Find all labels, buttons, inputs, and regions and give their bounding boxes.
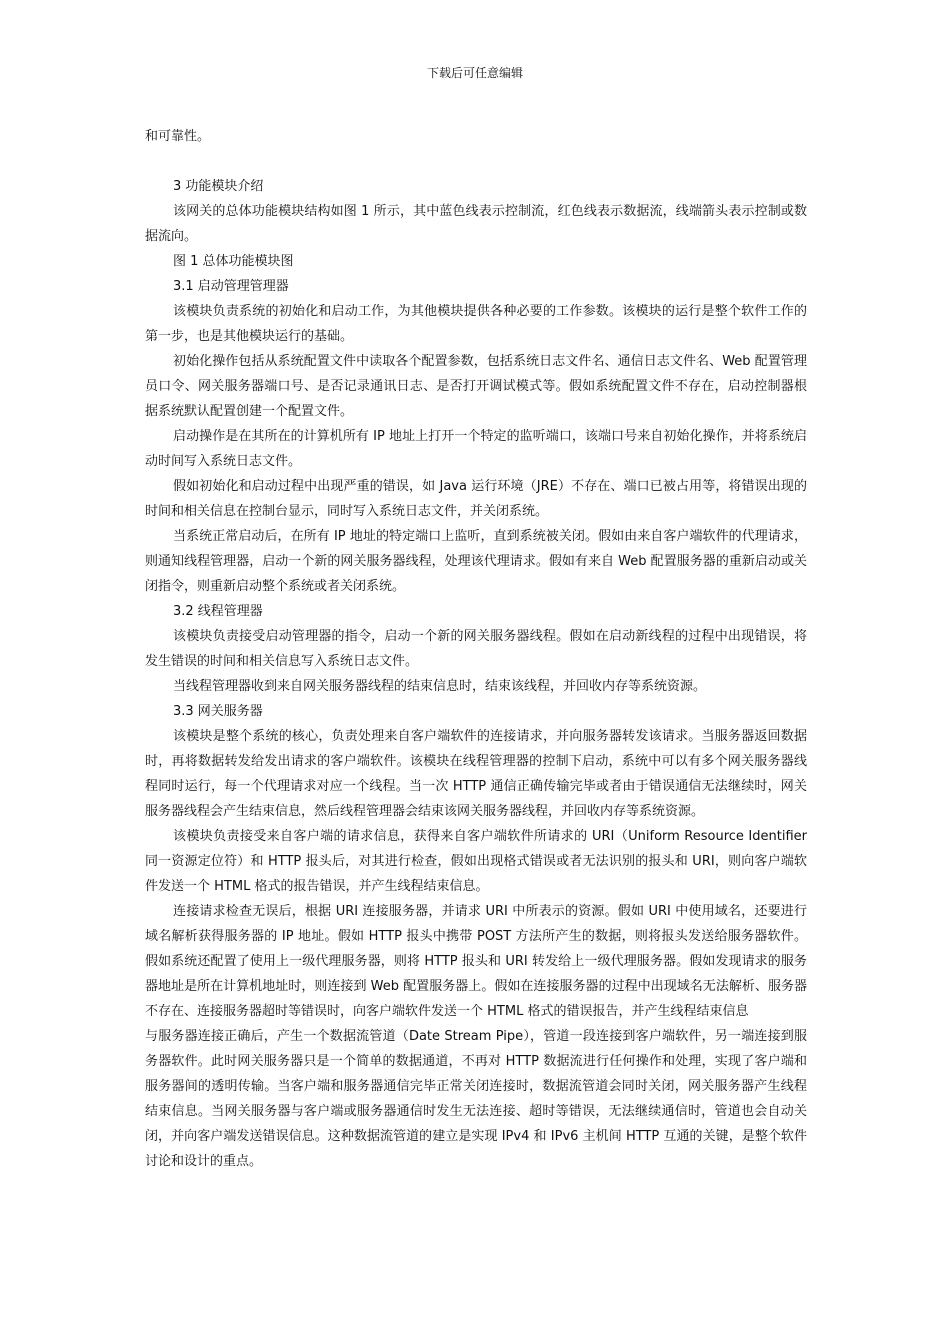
paragraph: 当线程管理器收到来自网关服务器线程的结束信息时，结束该线程，并回收内存等系统资源。 bbox=[173, 679, 707, 694]
subsection-heading: 3.3 网关服务器 bbox=[173, 704, 263, 719]
paragraph: 该模块是整个系统的核心，负责处理来自客户端软件的连接请求，并向服务器转发该请求。当服务器返回数据时，再将数据转发给发出请求的客户端软件。该模块在线程管理器的控制下启动，系统中可以有多个网关服务器线程同时运行，每一个代理请求对应一个线程。当一次 HTTP 通信正确传输完毕或者由于错误通信无法继续时，网关服务器线程会产生结束信息，然后线程管理器会结束该网关服务器线程，并回收内存等系统资源。 bbox=[145, 729, 807, 819]
paragraph: 该模块负责接受启动管理器的指令，启动一个新的网关服务器线程。假如在启动新线程的过程中出现错误，将发生错误的时间和相关信息写入系统日志文件。 bbox=[145, 629, 807, 669]
paragraph: 启动操作是在其所在的计算机所有 IP 地址上打开一个特定的监听端口，该端口号来自初始化操作，并将系统启动时间写入系统日志文件。 bbox=[145, 429, 807, 469]
paragraph: 该网关的总体功能模块结构如图 1 所示，其中蓝色线表示控制流，红色线表示数据流，线端箭头表示控制或数据流向。 bbox=[145, 204, 807, 244]
paragraph: 初始化操作包括从系统配置文件中读取各个配置参数，包括系统日志文件名、通信日志文件名、Web 配置管理员口令、网关服务器端口号、是否记录通讯日志、是否打开调试模式等。假如系统配置文件不存在，启动控制器根据系统默认配置创建一个配置文件。 bbox=[145, 354, 807, 419]
paragraph: 假如初始化和启动过程中出现严重的错误，如 Java 运行环境（JRE）不存在、端口已被占用等，将错误出现的时间和相关信息在控制台显示，同时写入系统日志文件，并关闭系统。 bbox=[145, 479, 807, 519]
paragraph: 该模块负责接受来自客户端的请求信息，获得来自客户端软件所请求的 URI（Uniform Resource Identifier 同一资源定位符）和 HTTP 报头后，对其进行检查，假如出现格式错误或者无法识别的报头和 URI，则向客户端软件发送一个 HTML 格式的报告错误，并产生线程结束信息。 bbox=[145, 829, 807, 894]
paragraph: 该模块负责系统的初始化和启动工作，为其他模块提供各种必要的工作参数。该模块的运行是整个软件工作的第一步，也是其他模块运行的基础。 bbox=[145, 304, 807, 344]
paragraph: 与服务器连接正确后，产生一个数据流管道（Date Stream Pipe），管道一段连接到客户端软件，另一端连接到服务器软件。此时网关服务器只是一个简单的数据通道，不再对 HTTP 数据流进行任何操作和处理，实现了客户端和服务器间的透明传输。当客户端和服务器通信完毕正常关闭连接时，数据流管道会同时关闭，网关服务器产生线程结束信息。当网关服务器与客户端或服务器通信时发生无法连接、超时等错误，无法继续通信时，管道也会自动关闭，并向客户端发送错误信息。这种数据流管道的建立是实现 IPv4 和 IPv6 主机间 HTTP 互通的关键，是整个软件讨论和设计的重点。 bbox=[145, 1029, 807, 1169]
document-body bbox=[145, 124, 807, 1174]
figure-caption: 图 1 总体功能模块图 bbox=[173, 254, 294, 269]
paragraph: 当系统正常启动后，在所有 IP 地址的特定端口上监听，直到系统被关闭。假如由来自客户端软件的代理请求，则通知线程管理器，启动一个新的网关服务器线程，处理该代理请求。假如有来自 Web 配置服务器的重新启动或关闭指令，则重新启动整个系统或者关闭系统。 bbox=[145, 529, 807, 594]
subsection-heading: 3.2 线程管理器 bbox=[173, 604, 263, 619]
paragraph: 连接请求检查无误后，根据 URI 连接服务器，并请求 URI 中所表示的资源。假如 URI 中使用域名，还要进行域名解析获得服务器的 IP 地址。假如 HTTP 报头中携带 POST 方法所产生的数据，则将报头发送给服务器软件。假如系统还配置了使用上一级代理服务器，则将 HTTP 报头和 URI 转发给上一级代理服务器。假如发现请求的服务器地址是所在计算机地址时，则连接到 Web 配置服务器上。假如在连接服务器的过程中出现域名无法解析、服务器不存在、连接服务器超时等错误时，向客户端软件发送一个 HTML 格式的错误报告，并产生线程结束信息 bbox=[145, 904, 807, 1019]
paragraph: 和可靠性。 bbox=[145, 129, 211, 144]
section-heading: 3 功能模块介绍 bbox=[173, 179, 264, 194]
subsection-heading: 3.1 启动管理管理器 bbox=[173, 279, 289, 294]
page-header: 下载后可任意编辑 bbox=[426, 66, 523, 80]
blank-line bbox=[145, 149, 807, 174]
